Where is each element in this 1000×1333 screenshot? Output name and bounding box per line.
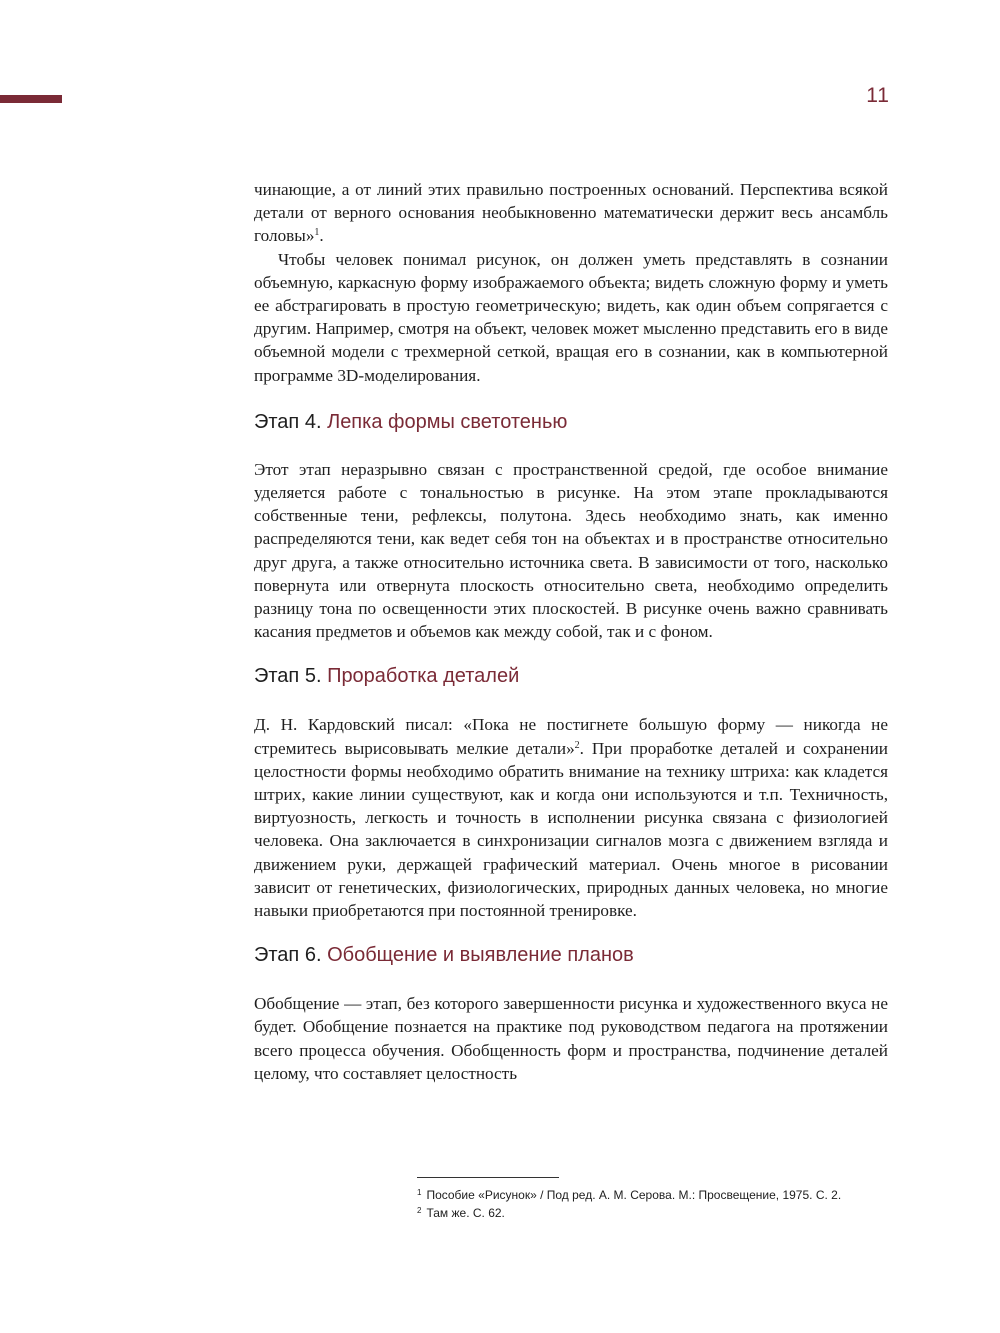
footnote-divider [417, 1177, 559, 1178]
heading-title: Лепка формы светотенью [327, 410, 568, 433]
paragraph: Чтобы человек понимал рисунок, он должен уметь представлять в сознании объемную, каркасную форму изображаемого объекта; видеть сложную форму и уметь ее абстрагировать в простую геометрическую; видеть, как один объем сопрягается с другим. Например, смотря на объект, человек может мысленно представить его в виде объемной модели с трехмерной сеткой, вращая его в сознании, как в компьютерной программе 3D-моделирования. [254, 249, 888, 385]
paragraph-continued [254, 178, 888, 248]
section-paragraph [254, 713, 888, 922]
section-heading-stage-4 [254, 410, 888, 434]
footnote-text: Там же. С. 62. [426, 1206, 505, 1220]
paragraph-text: Д. Н. Кардовский писал: «Пока не постигнете большую форму — никогда не стремитесь вырисовывать мелкие детали» [254, 715, 888, 758]
footnote-ref-2[interactable]: 2 [574, 739, 580, 751]
heading-label: Этап 5. [254, 665, 322, 688]
footnote-1 [417, 1186, 897, 1204]
heading-title: Обобщение и выявление планов [327, 944, 634, 967]
footnotes [417, 1186, 897, 1222]
section-paragraph: Обобщение — этап, без которого завершенности рисунка и художественного вкуса не будет. Обобщение познается на практике под руководством педагога на протяжении всего процесса обучения. Обобщенность форм и пространства, подчинение деталей целому, что составляет целостность [254, 994, 888, 1083]
footnote-text: Пособие «Рисунок» / Под ред. А. М. Серова. М.: Просвещение, 1975. С. 2. [426, 1188, 842, 1202]
paragraph-text: чинающие, а от линий этих правильно построенных оснований. Перспектива всякой детали от верного основания необыкновенно математически держит весь ансамбль головы» [254, 180, 888, 246]
page-body [254, 178, 888, 1085]
heading-label: Этап 6. [254, 944, 322, 967]
section-heading-stage-5 [254, 664, 888, 688]
heading-label: Этап 4. [254, 410, 322, 433]
footnote-ref-1[interactable]: 1 [314, 227, 320, 239]
footnote-2 [417, 1204, 897, 1222]
section-heading-stage-6 [254, 943, 888, 967]
footnote-number: 2 [417, 1206, 422, 1215]
footnote-number: 1 [417, 1188, 422, 1197]
page-number: 11 [866, 84, 890, 107]
paragraph-end: . [319, 226, 324, 246]
heading-title: Проработка деталей [327, 665, 520, 688]
section-paragraph: Этот этап неразрывно связан с пространственной средой, где особое внимание уделяется работе с тональностью в рисунке. На этом этапе прокладываются собственные тени, рефлексы, полутона. Здесь необходимо знать, как именно распределяются тени, как ведет себя тон на объектах и в пространстве относительно друг друга, а также относительно источника света. В зависимости от того, насколько повернута или отвернута плоскость относительно света, необходимо определить разницу тона по освещенности этих плоскостей. В рисунке очень важно сравнивать касания предметов и объемов как между собой, так и с фоном. [254, 459, 888, 642]
paragraph-text: . При проработке деталей и сохранении целостности формы необходимо обратить внимание на технику штриха: как кладется штрих, какие линии существуют, как и когда они используются и т.п. Техничность, виртуозность, легкость и точность в исполнении рисунка связана с физиологией человека. Она заключается в синхронизации сигналов мозга с движением взгляда и движением руки, держащей графический материал. Очень многое в рисовании зависит от генетических, физиологических, природных данных человека, но многие навыки приобретаются при постоянной тренировке. [254, 738, 888, 921]
page-accent-bar [0, 95, 62, 103]
